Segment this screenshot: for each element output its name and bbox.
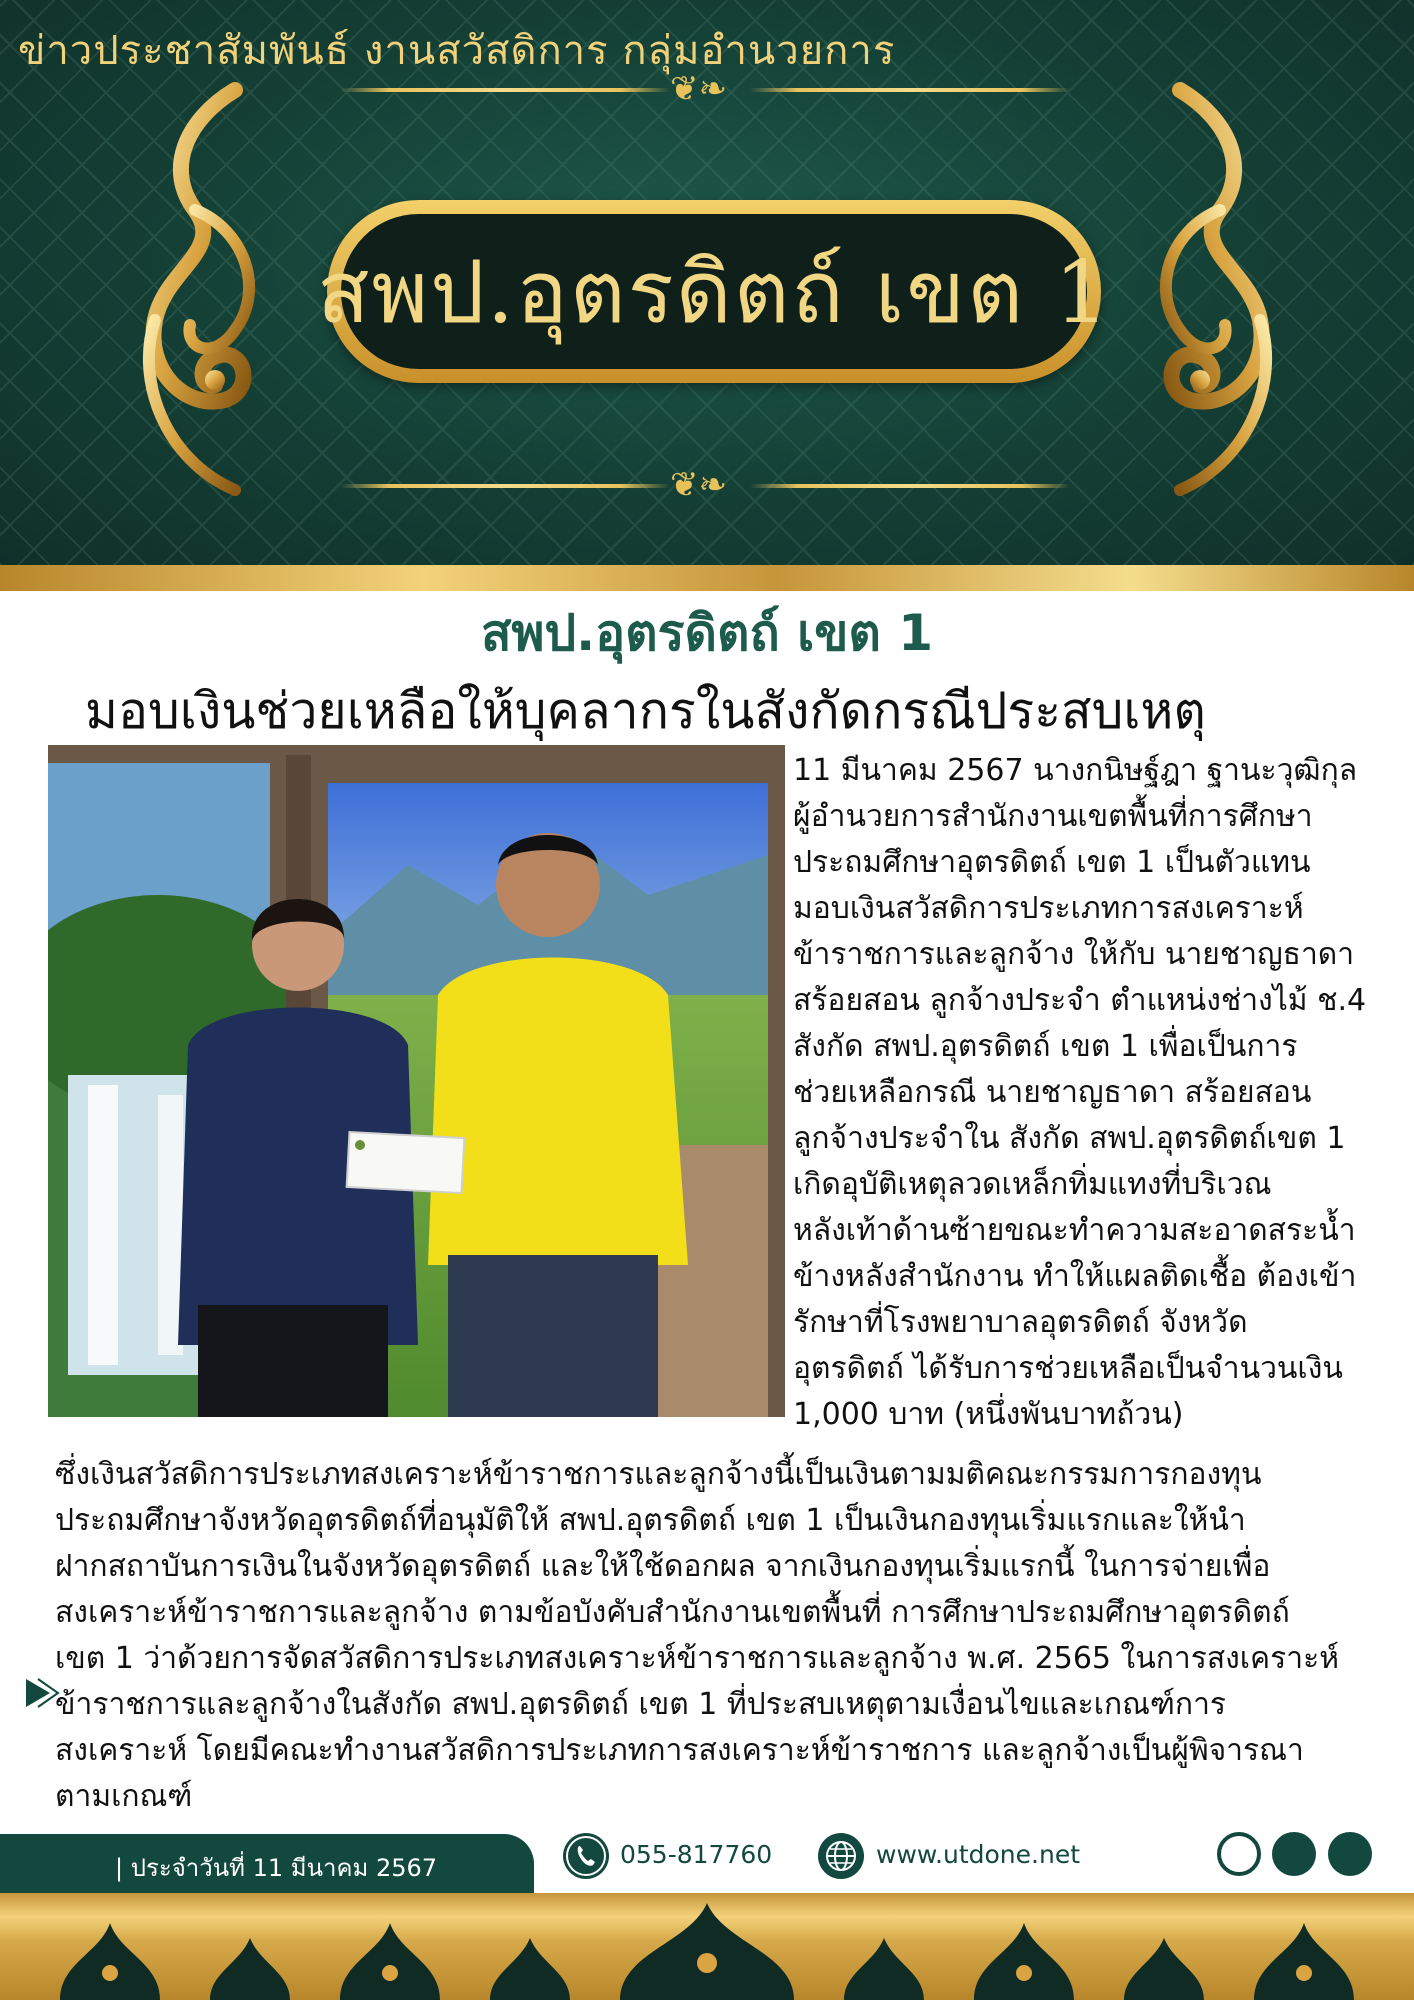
decorative-dot — [1272, 1832, 1316, 1876]
body-text-line: เขต 1 ว่าด้วยการจัดสวัสดิการประเภทสงเคราะห์ข้าราชการและลูกจ้าง พ.ศ. 2565 ในการสงเคราะห์ — [55, 1641, 1339, 1676]
bottom-ornament-band — [0, 1893, 1414, 2000]
ornament-rule — [750, 484, 1070, 488]
article-body-text — [55, 1452, 1414, 1820]
side-text-line: หลังเท้าด้านซ้ายขณะทำความสะอาดสระน้ำ — [793, 1213, 1356, 1248]
headline-office: สพป.อุตรดิตถ์ เขต 1 — [480, 604, 934, 662]
flourish-ornament-icon: ❦❧ — [670, 465, 727, 505]
side-text-line: สังกัด สพป.อุตรดิตถ์ เขต 1 เพื่อเป็นการ — [793, 1029, 1298, 1064]
side-text-line: ข้างหลังสำนักงาน ทำให้แผลติดเชื้อ ต้องเข้า — [793, 1259, 1357, 1294]
ornament-rule — [750, 88, 1070, 92]
decorative-dot — [1217, 1832, 1261, 1876]
body-text-line: ประถมศึกษาจังหวัดอุตรดิตถ์ที่อนุมัติให้ สพป.อุตรดิตถ์ เขต 1 เป็นเงินกองทุนเริ่มแรกและให้นำ — [55, 1503, 1246, 1538]
body-text-line: สงเคราะห์ โดยมีคณะทำงานสวัสดิการประเภทการสงเคราะห์ข้าราชการ และลูกจ้างเป็นผู้พิจารณา — [55, 1733, 1304, 1768]
body-text-line: สงเคราะห์ข้าราชการและลูกจ้าง ตามข้อบังคับสำนักงานเขตพื้นที่ การศึกษาประถมศึกษาอุตรดิตถ์ — [55, 1595, 1290, 1630]
phone-icon — [563, 1833, 609, 1879]
side-text-line: ผู้อำนวยการสำนักงานเขตพื้นที่การศึกษา — [793, 799, 1313, 834]
side-text-line: ลูกจ้างประจำใน สังกัด สพป.อุตรดิตถ์เขต 1 — [793, 1121, 1346, 1156]
play-arrow-icon — [24, 1675, 60, 1711]
side-text-line: เกิดอุบัติเหตุลวดเหล็กทิ่มแทงที่บริเวณ — [793, 1167, 1272, 1202]
header-banner — [0, 0, 1414, 565]
ornament-rule — [340, 484, 670, 488]
globe-icon — [818, 1833, 864, 1879]
gold-divider-band — [0, 565, 1414, 591]
gold-scroll-ornament-left — [125, 80, 275, 500]
ornament-rule — [340, 88, 670, 92]
side-text-line: ช่วยเหลือกรณี นายชาญธาดา สร้อยสอน — [793, 1075, 1312, 1110]
header-top-text: ข่าวประชาสัมพันธ์ งานสวัสดิการ กลุ่มอำนวยการ — [18, 28, 896, 74]
title-pill — [317, 200, 1111, 383]
headline-subject: มอบเงินช่วยเหลือให้บุคลากรในสังกัดกรณีประสบเหตุ — [85, 682, 1206, 740]
title-pill-inner — [317, 214, 1111, 369]
lotus-pattern-ornament — [0, 1893, 1414, 2000]
body-text-line: ซึ่งเงินสวัสดิการประเภทสงเคราะห์ข้าราชการและลูกจ้างนี้เป็นเงินตามมติคณะกรรมการกองทุน — [55, 1457, 1262, 1492]
side-text-line: 11 มีนาคม 2567 นางกนิษฐ์ฎา ฐานะวุฒิกุล — [793, 753, 1358, 788]
website-link[interactable]: www.utdone.net — [876, 1840, 1081, 1869]
decorative-dot — [1328, 1832, 1372, 1876]
side-text-line: รักษาที่โรงพยาบาลอุตรดิตถ์ จังหวัด — [793, 1305, 1248, 1340]
photo-illustration — [48, 745, 785, 1417]
side-text-line: ข้าราชการและลูกจ้าง ให้กับ นายชาญธาดา — [793, 937, 1355, 972]
body-text-line: ฝากสถาบันการเงินในจังหวัดอุตรดิตถ์ และให้ใช้ดอกผล จากเงินกองทุนเริ่มแรกนี้ ในการจ่ายเพื่อ — [55, 1549, 1271, 1584]
side-text-line: ประถมศึกษาอุตรดิตถ์ เขต 1 เป็นตัวแทน — [793, 845, 1311, 880]
pill-title: สพป.อุตรดิตถ์ เขต 1 — [317, 243, 1111, 343]
event-photo — [48, 745, 785, 1417]
flourish-ornament-icon: ❦❧ — [670, 69, 727, 109]
gold-scroll-ornament-right — [1140, 80, 1290, 500]
body-text-line: ตามเกณฑ์ — [55, 1779, 193, 1814]
footer-date: | ประจำวันที่ 11 มีนาคม 2567 — [115, 1854, 438, 1882]
body-text-line: ข้าราชการและลูกจ้างในสังกัด สพป.อุตรดิตถ์ เขต 1 ที่ประสบเหตุตามเงื่อนไขและเกณฑ์การ — [55, 1687, 1227, 1722]
side-text-line: มอบเงินสวัสดิการประเภทการสงเคราะห์ — [793, 891, 1304, 926]
side-text-line: สร้อยสอน ลูกจ้างประจำ ตำแหน่งช่างไม้ ช.4 — [793, 983, 1367, 1018]
phone-number: 055-817760 — [620, 1840, 773, 1869]
side-text-line: อุตรดิตถ์ ได้รับการช่วยเหลือเป็นจำนวนเงิน — [793, 1351, 1343, 1386]
side-text-line: 1,000 บาท (หนึ่งพันบาทถ้วน) — [793, 1397, 1184, 1432]
article-side-text — [793, 748, 1413, 1438]
